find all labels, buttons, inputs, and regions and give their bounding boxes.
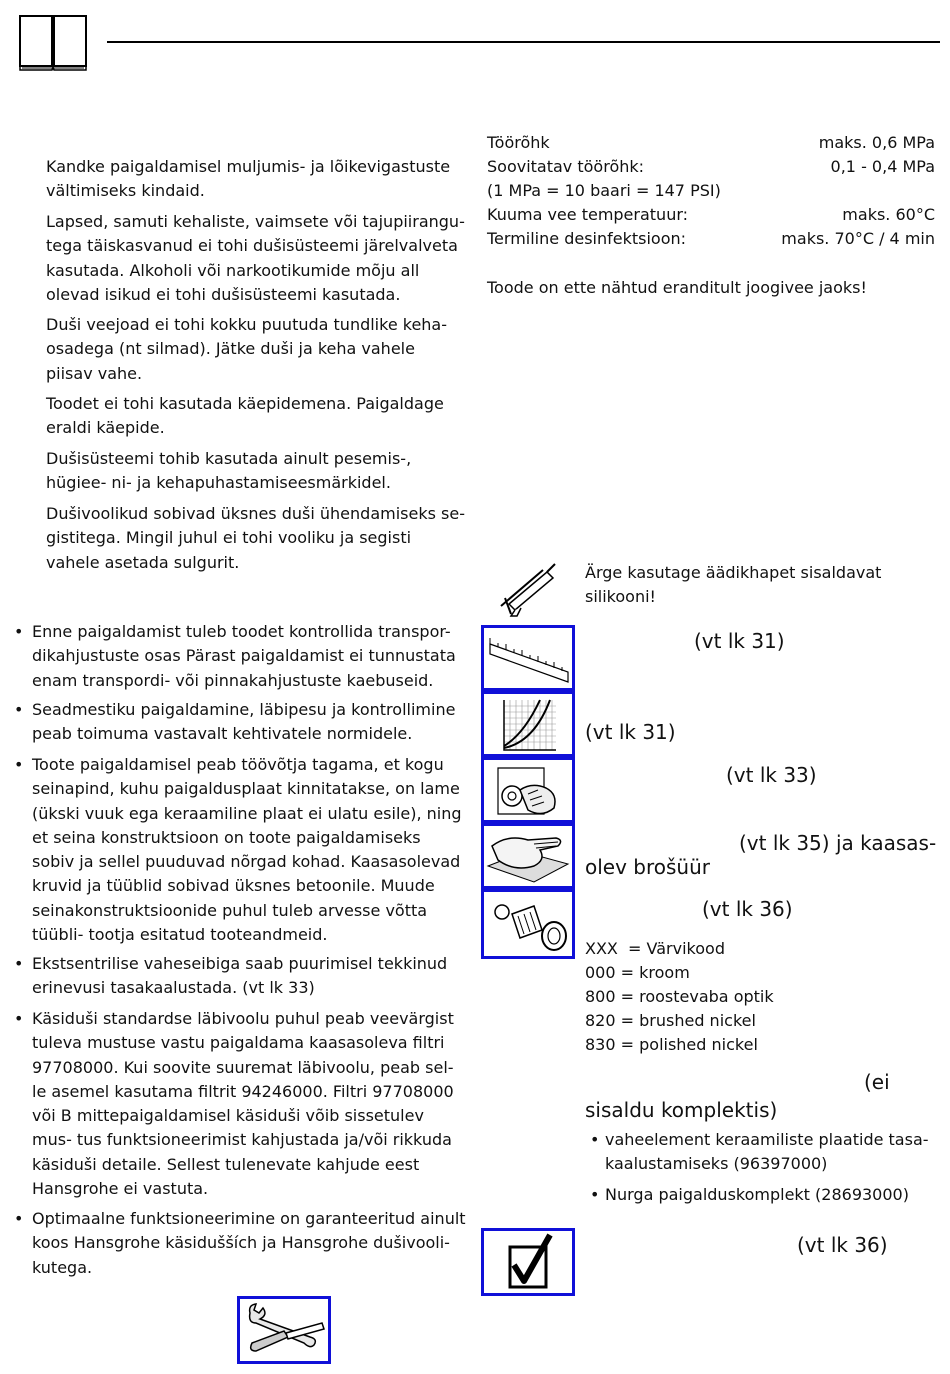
bullet-marker: • [14,700,24,719]
checkbox-icon [481,1228,575,1296]
list-item [590,1183,930,1207]
bullet-text: Seadmestiku paigaldamine, läbipesu ja kontrollimine peab toimuma vastavalt kehtivatele normidele. [32,700,456,744]
flow-diagram-icon [481,691,575,757]
ref-drill: (vt lk 33) [726,763,817,787]
intro-paragraph-children: Lapsed, samuti kehaliste, vaimsete või tajupiirangu- tega täiskasvanud ei tohi dušisüsteemi järelvalveta kasutada. Alkoholi või narkootikumide mõju all olevad isikud ei tohi dušisüsteemi kasutada. [46,212,465,304]
list-item [590,1128,930,1176]
intro-paragraph-hoses: Dušivoolikud sobivad üksnes duši ühendamiseks se- gistitega. Mingil juhul ei tohi vooliku ja segisti vahele asetada sulgurit. [46,504,465,572]
color-code-line: 820 = brushed nickel [585,1011,756,1030]
color-code-line: 000 = kroom [585,963,690,982]
intro-paragraph-handle: Toodet ei tohi kasutada käepidemena. Paigaldage eraldi käepide. [46,394,444,438]
list-item [14,952,466,1001]
silicone-note: Ärge kasutage äädikhapet sisaldavat silikooni! [585,563,882,606]
bullet-text: Toote paigaldamisel peab töövõtja tagama, et kogu seinapind, kuhu paigaldusplaat kinnitatakse, on lame (ükski vuuk ega keraamiline plaat ei ulatu esile), ning et seina konstruktsioon on toote paigaldamiseks sobiv ja sellel puuduvad nõrgad kohad. Kaasasolevad kruvid ja tüüblid sobivad üksnes betoonile. Muude seinakonstruktsioonide puhul tuleb arvesse võtta tüübli- tootja esitatud tooteandmeid. [32,755,462,945]
spec-label: (1 MPa = 10 baari = 147 PSI) [487,181,721,200]
spec-row [487,179,935,203]
ref-check: (vt lk 36) [797,1233,888,1257]
spec-label: Töörõhk [487,133,550,152]
bullet-marker: • [14,755,24,774]
spec-value: 0,1 - 0,4 MPa [830,157,935,176]
hand-drill-icon [481,757,575,823]
accessory-text: Nurga paigalduskomplekt (28693000) [605,1185,909,1204]
bullet-marker: • [14,954,24,973]
hand-cleaning-icon [481,823,575,889]
spec-value: maks. 70°C / 4 min [781,229,935,248]
header-rule [107,41,940,43]
ref-accessories-komplekt: sisaldu komplektis) [585,1098,778,1122]
intro-paragraph-usage: Dušisüsteemi tohib kasutada ainult pesemis-, hügiee- ni- ja kehapuhastamiseesmärkidel. [46,449,412,493]
spec-label: Termiline desinfektsioon: [487,229,687,248]
spec-row [487,227,935,251]
color-code-line: 800 = roostevaba optik [585,987,774,1006]
ref-flow: (vt lk 31) [585,720,676,744]
book-icon [18,14,88,72]
bullet-marker: • [14,622,24,641]
measure-ruler-icon [481,625,575,691]
spec-row [487,203,935,227]
bullet-text: Käsiduši standardse läbivoolu puhul peab veevärgist tuleva mustuse vastu paigaldama kaasasoleva filtri 97708000. Kui soovite suuremat läbivoolu, peab sel- le asemel kasutama filtrit 94246000. Filtri 97708000 või B mittepaigaldamisel käsiduši võib sissetulev mus- tus funktsioneerimist kahjustada ja/või rikkuda käsiduši detaile. Sellest tulenevate kahjude eest Hansgrohe ei vastuta. [32,1009,454,1199]
spec-value: maks. 60°C [842,205,935,224]
list-item [14,620,466,693]
ref-filter: (vt lk 36) [702,897,793,921]
intro-paragraph-gloves: Kandke paigaldamisel muljumis- ja lõikevigastuste vältimiseks kindaid. [46,157,451,201]
intro-paragraph-water-jets: Duši veejoad ei tohi kokku puutuda tundlike keha- osadega (nt silmad). Jätke duši ja keha vahele piisav vahe. [46,315,448,383]
ref-cleaning: (vt lk 35) ja kaasas- [739,831,937,855]
bullet-text: Enne paigaldamist tuleb toodet kontrollida transpor- dikahjustuste osas Pärast paigaldamist ei tunnustata enam transpordi- või pinnakahjustuste kaebuseid. [32,622,456,690]
bullet-marker: • [590,1130,600,1149]
filter-parts-icon [481,889,575,959]
list-item [14,698,466,747]
drinking-water-note: Toode on ette nähtud eranditult joogivee jaoks! [487,278,867,297]
tools-icon [237,1296,331,1364]
spec-row [487,155,935,179]
ref-measure: (vt lk 31) [694,629,785,653]
color-code-line: XXX = Värvikood [585,939,725,958]
ref-cleaning-brochure: olev brošüür [585,855,710,879]
bullet-text: Optimaalne funktsioneerimine on garanteeritud ainult koos Hansgrohe käsidušších ja Hansgrohe dušivooli- kutega. [32,1209,466,1277]
bullet-marker: • [590,1185,600,1204]
spec-label: Soovitatav töörõhk: [487,157,645,176]
list-item [14,1207,466,1280]
spec-value: maks. 0,6 MPa [818,133,935,152]
bullet-marker: • [14,1209,24,1228]
ref-accessories-ei: (ei [864,1070,890,1094]
bullet-marker: • [14,1009,24,1028]
list-item [14,753,466,947]
list-item [14,1007,466,1201]
bullet-text: Ekstsentrilise vaheseibiga saab puurimisel tekkinud erinevusi tasakaalustada. (vt lk 33) [32,954,448,998]
spec-row [487,131,935,155]
spec-label: Kuuma vee temperatuur: [487,205,689,224]
color-code-line: 830 = polished nickel [585,1035,758,1054]
accessory-text: vaheelement keraamiliste plaatide tasa- kaalustamiseks (96397000) [605,1130,929,1173]
silicone-gun-icon [495,560,559,618]
